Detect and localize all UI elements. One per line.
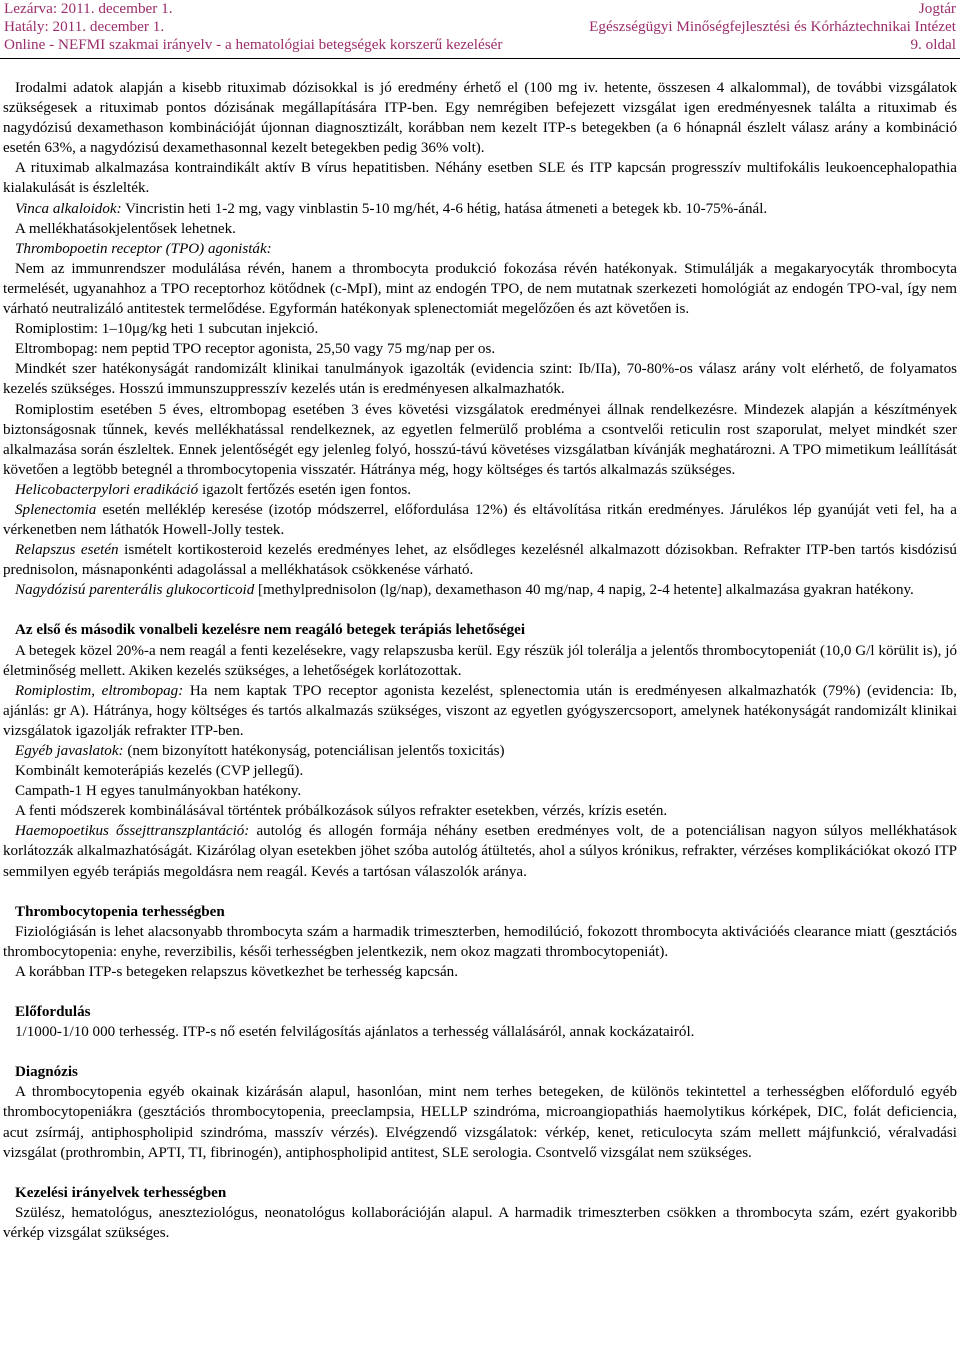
paragraph: A fenti módszerek kombinálásával történtek próbálkozások súlyos refrakter esetekben, vérzés, krízis esetén. (15, 803, 668, 820)
paragraph: Irodalmi adatok alapján a kisebb rituximab dózisokkal is jó eredmény érhető el (100 mg iv. hetente, összesen 4 alkalommal), de további vizsgálatok szükségesek a rituximab pontos dózisának megállapítására ITP-ben. Egy nemrégiben befejezett vizsgálat igen eredményesnek találta a rituximab és nagydózisú dexamethason kombinációját újonnan diagnosztizált, korábban nem kezelt ITP-s betegekben (a 6 hónapnál észlelt válasz arány a kombináció esetén 63%, a nagydózisú dexamethasonnal kezelt betegekben pedig 36% volt). (3, 80, 957, 157)
inline-label: Thrombopoetin receptor (TPO) agonisták: (15, 240, 272, 257)
effective-date: Hatály: 2011. december 1. (4, 18, 165, 35)
inline-label: Vinca alkaloidok: (15, 200, 122, 217)
publisher-name: Jogtár (918, 0, 956, 17)
section-heading: Thrombocytopenia terhességben (15, 903, 225, 920)
section-heading: Az első és második vonalbeli kezelésre nem reagáló betegek terápiás lehetőségei (15, 622, 526, 639)
paragraph: A mellékhatásokjelentősek lehetnek. (15, 220, 236, 237)
paragraph (3, 239, 957, 259)
paragraph: Egyéb javaslatok: (nem bizonyított hatékonyság, potenciálisan jelentős toxicitás) (15, 743, 505, 759)
header-divider (0, 58, 960, 59)
inline-label: Relapszus esetén (15, 542, 119, 559)
paragraph: A betegek közel 20%-a nem reagál a fenti kezelésekre, vagy relapszusba kerül. Egy részük jól tolerálja a jelentős thrombocytopeniát (10,0 G/l körülit is), jó életminőség mellett. Akiken kezelés szükséges, a lehetőségek korlátozottak. (3, 642, 957, 679)
paragraph: Fiziológiásán is lehet alacsonyabb thrombocyta szám a harmadik trimeszterben, hemodilúció, fokozott thrombocyta aktivációés clearance miatt (gesztációs thrombocytopenia: enyhe, reverzibilis, késői terhességben jelentkezik, nem okoz magzati thrombocytopeniát). (3, 923, 957, 960)
inline-label: Nagydózisú parenterális glukocorticoid (15, 582, 255, 599)
institute-name: Egészségügyi Minőségfejlesztési és Kórháztechnikai Intézet (589, 18, 956, 35)
paragraph: Eltrombopag: nem peptid TPO receptor agonista, 25,50 vagy 75 mg/nap per os. (15, 341, 496, 358)
document-body (3, 78, 957, 1243)
paragraph: Vinca alkaloidok: Vincristin heti 1-2 mg, vagy vinblastin 5-10 mg/hét, 4-6 hétig, hatása átmeneti a betegek kb. 10-75%-ánál. (15, 200, 768, 217)
paragraph: Romiplostim, eltrombopag: Ha nem kaptak TPO receptor agonista kezelést, splenectomia után is eredményesen alkalmazhatók (79%) (evidencia: Ib, ajánlás: gr A). Hátránya, hogy költséges és tartós alkalmazás szükséges, viszont az egyetlen gyógyszercsoport, amelynek hatékonyságát randomizált klinikai vizsgálatok igazolják refrakter ITP-ben. (3, 682, 957, 739)
section-heading: Kezelési irányelvek terhességben (15, 1184, 227, 1201)
paragraph: A rituximab alkalmazása kontraindikált aktív B vírus hepatitisben. Néhány esetben SLE és ITP kapcsán progresszív multifokális leukoencephalopathia kialakulását is észlelték. (3, 160, 957, 197)
paragraph: Haemopoetikus őssejttranszplantáció: autológ és allogén formája néhány esetben eredményes volt, de a potenciálisan nagyon súlyos mellékhatások korlátozzák alkalmazhatóságát. Kizárólag olyan esetekben jöhet szóba autológ átültetés, ahol a súlyos krónikus, refrakter, vérzéses komplikációkat okozó ITP semmilyen egyéb terápiás megoldásra nem reagál. Kevés a tartósan válaszolók aránya. (3, 823, 957, 880)
paragraph: Romiplostim: 1–10μg/kg heti 1 subcutan injekció. (15, 321, 319, 338)
paragraph: Kombinált kemoterápiás kezelés (CVP jellegű). (15, 763, 304, 780)
inline-label: Romiplostim, eltrombopag: (15, 682, 184, 699)
inline-label: Egyéb javaslatok: (15, 743, 124, 759)
page-number: 9. oldal (910, 36, 956, 53)
paragraph: Helicobacterpylori eradikáció igazolt fertőzés esetén igen fontos. (15, 481, 412, 498)
paragraph: Nagydózisú parenterális glukocorticoid [methylprednisolon (lg/nap), dexamethason 40 mg/nap, 4 napig, 2-4 hetente] alkalmazása gyakran hatékony. (15, 582, 914, 599)
paragraph: A thrombocytopenia egyéb okainak kizárásán alapul, hasonlóan, mint nem terhes betegeken, de különös tekintettel a terhességben előforduló egyéb thrombocytopeniákra (gesztációs thrombocytopenia, preeclampsia, HELLP szindróma, microangiopathiás haemolytikus kórképek, DIC, folát deficiencia, acut zsírmáj, antiphospholipid szindróma, masszív vérzés). Elvégzendő vizsgálatok: vérkép, kenet, reticulocyta szám mellett májfunkció, véralvadási vizsgálat (prothrombin, APTI, TI, fibrinogén), antiphospholipid antitest, SLE serologia. Csontvelő vizsgálat nem szükséges. (3, 1084, 957, 1161)
page-header (0, 0, 960, 60)
section-heading: Diagnózis (15, 1064, 78, 1081)
inline-label: Helicobacterpylori eradikáció (15, 481, 199, 498)
document-source: Online - NEFMI szakmai irányelv - a hematológiai betegségek korszerű kezelésér (4, 36, 503, 53)
paragraph: Szülész, hematológus, aneszteziológus, neonatológus kollaborációján alapul. A harmadik trimeszterben csökken a thrombocyta szám, ezért gyakoribb vérkép vizsgálat szükséges. (3, 1204, 957, 1241)
paragraph: Splenectomia esetén melléklép keresése (izotóp módszerrel, előfordulása 12%) és eltávolítása ritkán eredményes. Járulékos lép gyanúját veti fel, ha a vérkenetben nem láthatók Howell-Jolly testek. (3, 501, 957, 539)
paragraph: 1/1000-1/10 000 terhesség. ITP-s nő esetén felvilágosítás ajánlatos a terhesség vállalásáról, annak kockázatairól. (15, 1024, 695, 1041)
paragraph: Campath-1 H egyes tanulmányokban hatékony. (15, 783, 302, 800)
paragraph: Nem az immunrendszer modulálása révén, hanem a thrombocyta produkció fokozása révén hatékonyak. Stimulálják a megakaryocyták thrombocyta termelését, ugyanahhoz a TPO receptorhoz kötődnek (c-MpI), mint az endogén TPO, de nem mutatnak szerkezeti homológiát az endogén TPO-val, így nem várható neutralizáló antitestek termelődése. Egyformán hatékonyak splenectomiát megelőzően és azt követően is. (3, 260, 957, 318)
paragraph: Relapszus esetén ismételt kortikosteroid kezelés eredményes lehet, az elsődleges kezelésnél alkalmazott dózisokban. Refrakter ITP-ben tartós kisdózisú prednisolon, másnaponkénti adagolással a mellékhatások csökkenése várható. (3, 542, 957, 579)
paragraph: A korábban ITP-s betegeken relapszus következhet be terhesség kapcsán. (15, 963, 459, 980)
paragraph: Mindkét szer hatékonyságát randomizált klinikai tanulmányok igazolták (evidencia szint: Ib/IIa), 70-80%-os válasz arány volt elérhető, de folyamatos kezelés szükséges. Hosszú immunszuppresszív kezelés után is eredményesen alkalmazhatók. (3, 361, 957, 398)
paragraph: Romiplostim esetében 5 éves, eltrombopag esetében 3 éves követési vizsgálatok eredményei állnak rendelkezésre. Mindezek alapján a készítmények biztonságosnak tűnnek, kevés mellékhatással rendelkeznek, az egyetlen felmerülő probléma a csontvelői reticulin rost szaporulat, melyet mindkét szer alkalmazása során észleltek. Ennek jelentőségét egy jelenleg folyó, hosszú-távú követéses vizsgálatban kívánják meghatározni. A TPO mimetikum leállítását követően a legtöbb betegnél a thrombocytopenia visszatér. Hátránya még, hogy költséges és tartós alkalmazás szükséges. (3, 401, 957, 478)
inline-label: Splenectomia (15, 501, 97, 518)
section-heading: Előfordulás (15, 1004, 91, 1021)
inline-label: Haemopoetikus őssejttranszplantáció: (15, 823, 250, 840)
closing-date: Lezárva: 2011. december 1. (4, 0, 173, 17)
